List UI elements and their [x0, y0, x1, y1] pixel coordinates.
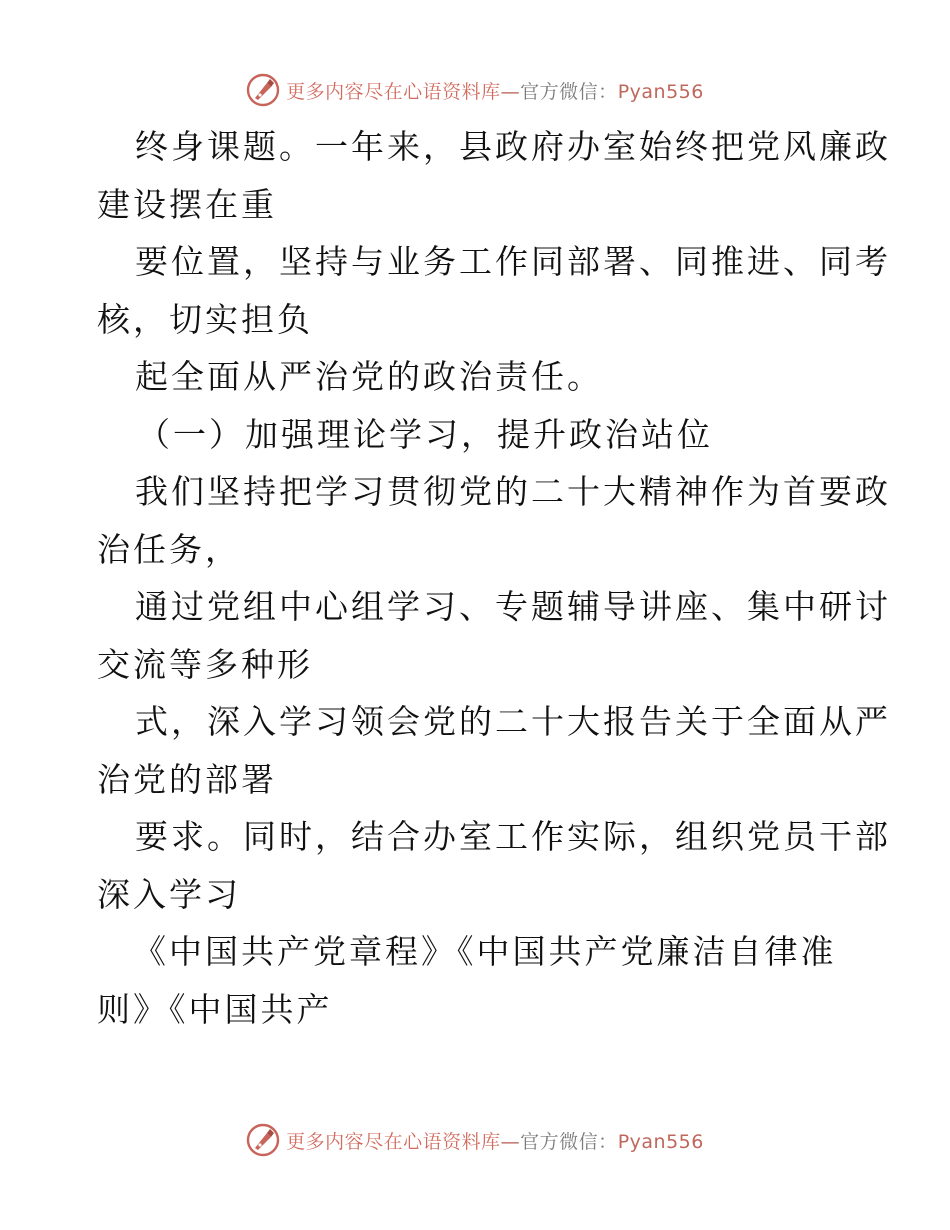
watermark-text: [286, 77, 704, 104]
body-line: 建设摆在重: [97, 184, 277, 224]
pen-nib-logo-icon: [246, 1123, 280, 1157]
body-line: 交流等多种形: [97, 644, 313, 684]
body-line: 式，深入学习领会党的二十大报告关于全面从严: [135, 702, 891, 741]
body-line: 终身课题。一年来，县政府办室始终把党风廉政: [135, 127, 891, 166]
body-line: 核，切实担负: [97, 299, 313, 339]
pen-nib-logo-icon: [246, 73, 280, 107]
body-line: 我们坚持把学习贯彻党的二十大精神作为首要政: [135, 472, 891, 511]
watermark-wechat: 官方微信：: [520, 80, 618, 103]
watermark-id: Pyan556: [617, 1130, 704, 1153]
watermark-site: 更多内容尽在心语资料库: [286, 1130, 501, 1153]
watermark-text: [286, 1127, 704, 1154]
body-line: 起全面从严治党的政治责任。: [135, 357, 603, 396]
body-line: 则》《中国共产: [97, 989, 333, 1029]
watermark-dash: —: [500, 80, 521, 103]
body-line: 通过党组中心组学习、专题辅导讲座、集中研讨: [135, 587, 891, 626]
body-line: 要求。同时，结合办室工作实际，组织党员干部: [135, 817, 891, 856]
body-line: 治任务，: [97, 529, 241, 569]
watermark-dash: —: [500, 1130, 521, 1153]
body-line: 治党的部署: [97, 759, 277, 799]
body-line: 深入学习: [97, 874, 241, 914]
watermark-id: Pyan556: [617, 80, 704, 103]
body-line: 《中国共产党章程》《中国共产党廉洁自律准: [133, 932, 837, 971]
watermark-wechat: 官方微信：: [520, 1130, 618, 1153]
section-heading: （一）加强理论学习，提升政治站位: [137, 414, 713, 454]
body-line: 要位置，坚持与业务工作同部署、同推进、同考: [135, 242, 891, 281]
watermark-site: 更多内容尽在心语资料库: [286, 80, 501, 103]
footer-watermark: [0, 1122, 950, 1158]
document-body: [97, 118, 891, 1038]
header-watermark: [0, 72, 950, 108]
